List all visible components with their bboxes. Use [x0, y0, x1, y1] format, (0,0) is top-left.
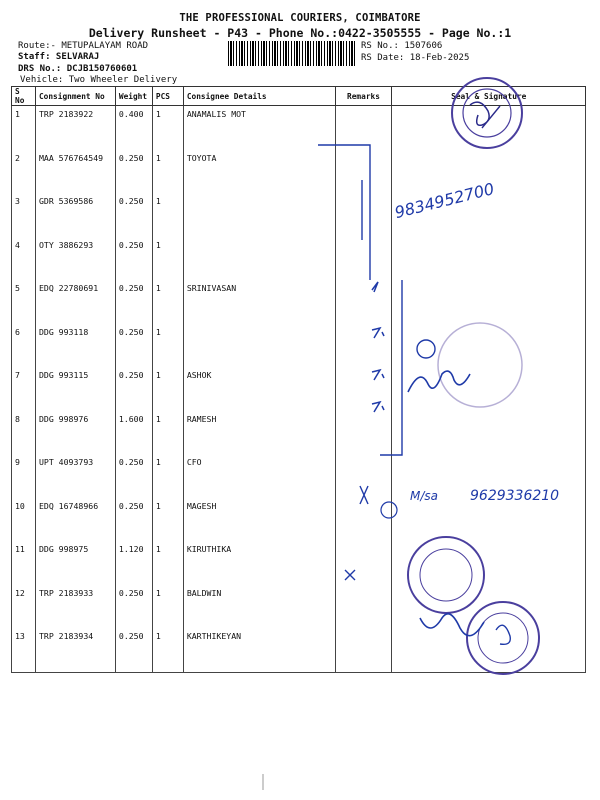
- table-row: [12, 541, 586, 585]
- table-row: [12, 280, 586, 324]
- row-remarks: [335, 628, 392, 672]
- company-name: THE PROFESSIONAL COURIERS, COIMBATORE: [179, 12, 421, 24]
- row-sno: 3: [12, 193, 36, 237]
- row-seal: [392, 498, 586, 542]
- row-sno: 13: [12, 628, 36, 672]
- row-seal: [392, 454, 586, 498]
- row-pcs: 1: [152, 498, 183, 542]
- table-row: [12, 106, 586, 150]
- table-row: [12, 324, 586, 368]
- row-seal: [392, 585, 586, 629]
- row-consignee: TOYOTA: [183, 150, 335, 194]
- table-row: [12, 411, 586, 455]
- row-remarks: [335, 193, 392, 237]
- row-consignee: MAGESH: [183, 498, 335, 542]
- row-weight: 0.250: [115, 498, 152, 542]
- row-remarks: [335, 237, 392, 281]
- row-weight: 0.250: [115, 193, 152, 237]
- row-consignment: GDR 5369586: [35, 193, 115, 237]
- row-weight: 1.600: [115, 411, 152, 455]
- row-sno: 6: [12, 324, 36, 368]
- row-consignee: CFO: [183, 454, 335, 498]
- col-consignment: Consignment No: [35, 87, 115, 106]
- row-consignment: MAA 576764549: [35, 150, 115, 194]
- row-pcs: 1: [152, 585, 183, 629]
- row-remarks: [335, 454, 392, 498]
- row-remarks: [335, 106, 392, 150]
- row-pcs: 1: [152, 193, 183, 237]
- row-remarks: [335, 498, 392, 542]
- rs-number: RS No.: 1507606: [361, 41, 443, 51]
- row-weight: 1.120: [115, 541, 152, 585]
- col-consignee: Consignee Details: [183, 87, 335, 106]
- row-weight: 0.250: [115, 324, 152, 368]
- row-pcs: 1: [152, 106, 183, 150]
- col-sno: S No: [12, 87, 36, 106]
- row-consignment: DDG 998976: [35, 411, 115, 455]
- row-weight: 0.250: [115, 150, 152, 194]
- row10-name-sign: M/sa: [410, 489, 439, 503]
- row-seal: [392, 324, 586, 368]
- row-weight: 0.250: [115, 585, 152, 629]
- row-consignee: SRINIVASAN: [183, 280, 335, 324]
- table-row: [12, 367, 586, 411]
- row-sno: 5: [12, 280, 36, 324]
- row10-note: 9629336210: [470, 488, 560, 504]
- route: Route:- METUPALAYAM ROAD: [18, 41, 149, 51]
- row-consignment: DDG 993118: [35, 324, 115, 368]
- row-pcs: 1: [152, 411, 183, 455]
- row-pcs: 1: [152, 150, 183, 194]
- row-consignee: KIRUTHIKA: [183, 541, 335, 585]
- drs-number: DRS No.: DCJB150760601: [18, 64, 138, 74]
- row-consignee: [183, 237, 335, 281]
- col-weight: Weight: [115, 87, 152, 106]
- table-row: [12, 193, 586, 237]
- row-sno: 2: [12, 150, 36, 194]
- rs-date: RS Date: 18-Feb-2025: [361, 53, 470, 63]
- row-consignment: UPT 4093793: [35, 454, 115, 498]
- table-row: [12, 585, 586, 629]
- col-seal: Seal & Signature: [392, 87, 586, 106]
- staff: Staff: SELVARAJ: [18, 52, 100, 62]
- row-sno: 4: [12, 237, 36, 281]
- row-remarks: [335, 585, 392, 629]
- barcode: [228, 41, 356, 66]
- row-seal: [392, 237, 586, 281]
- runsheet-table: [11, 86, 586, 673]
- row-seal: [392, 193, 586, 237]
- row-consignee: KARTHIKEYAN: [183, 628, 335, 672]
- row-remarks: [335, 150, 392, 194]
- row-pcs: 1: [152, 324, 183, 368]
- row-consignee: [183, 324, 335, 368]
- row-pcs: 1: [152, 280, 183, 324]
- row-sno: 11: [12, 541, 36, 585]
- phone-note: 9834952700: [392, 179, 497, 223]
- row-sno: 1: [12, 106, 36, 150]
- row-consignee: [183, 193, 335, 237]
- table-row: [12, 150, 586, 194]
- row-consignee: ASHOK: [183, 367, 335, 411]
- row-consignment: TRP 2183922: [35, 106, 115, 150]
- row-consignment: DDG 998975: [35, 541, 115, 585]
- row-seal: [392, 411, 586, 455]
- table-header: [12, 87, 586, 106]
- row-sno: 8: [12, 411, 36, 455]
- table-row: [12, 454, 586, 498]
- row-pcs: 1: [152, 237, 183, 281]
- row-remarks: [335, 324, 392, 368]
- row-weight: 0.250: [115, 237, 152, 281]
- row-pcs: 1: [152, 541, 183, 585]
- row-sno: 7: [12, 367, 36, 411]
- row-pcs: 1: [152, 454, 183, 498]
- row-consignment: OTY 3886293: [35, 237, 115, 281]
- row-seal: [392, 628, 586, 672]
- runsheet-title: Delivery Runsheet - P43 - Phone No.:0422-3505555 - Page No.:1: [88, 26, 512, 40]
- row-remarks: [335, 367, 392, 411]
- row-sno: 9: [12, 454, 36, 498]
- row-remarks: [335, 411, 392, 455]
- row-pcs: 1: [152, 367, 183, 411]
- row-weight: 0.250: [115, 628, 152, 672]
- row-consignment: EDQ 22780691: [35, 280, 115, 324]
- row-pcs: 1: [152, 628, 183, 672]
- table-row: [12, 498, 586, 542]
- row-seal: [392, 541, 586, 585]
- row-seal: [392, 150, 586, 194]
- row-sno: 12: [12, 585, 36, 629]
- row-consignment: EDQ 16748966: [35, 498, 115, 542]
- row-consignee: BALDWIN: [183, 585, 335, 629]
- row-remarks: [335, 541, 392, 585]
- row-weight: 0.250: [115, 367, 152, 411]
- row-weight: 0.400: [115, 106, 152, 150]
- row-consignment: TRP 2183934: [35, 628, 115, 672]
- row-remarks: [335, 280, 392, 324]
- row-weight: 0.250: [115, 454, 152, 498]
- row-seal: [392, 106, 586, 150]
- vehicle: Vehicle: Two Wheeler Delivery: [20, 75, 178, 85]
- row-seal: [392, 280, 586, 324]
- col-pcs: PCS: [152, 87, 183, 106]
- row-consignee: RAMESH: [183, 411, 335, 455]
- row-consignee: ANAMALIS MOT: [183, 106, 335, 150]
- row-weight: 0.250: [115, 280, 152, 324]
- row-sno: 10: [12, 498, 36, 542]
- row-seal: [392, 367, 586, 411]
- col-remarks: Remarks: [335, 87, 392, 106]
- row-consignment: DDG 993115: [35, 367, 115, 411]
- table-row: [12, 628, 586, 672]
- table-row: [12, 237, 586, 281]
- row-consignment: TRP 2183933: [35, 585, 115, 629]
